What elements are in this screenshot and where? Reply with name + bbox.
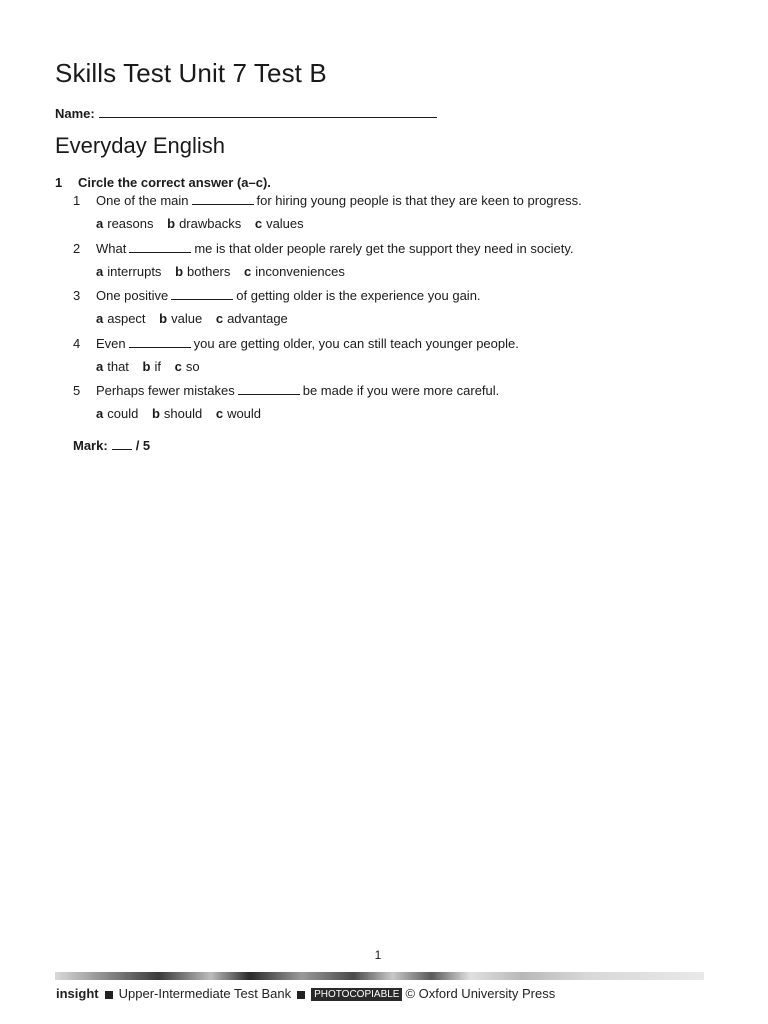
option-b[interactable]: b if: [142, 358, 161, 374]
question-number: 2: [73, 240, 81, 256]
footer-brand: insight: [56, 986, 99, 1001]
footer-photo-strip: [55, 972, 704, 980]
question-text: What me is that older people rarely get the support they need in society.: [96, 240, 574, 256]
square-bullet-icon: [297, 991, 305, 999]
exercise-number: 1: [55, 175, 63, 190]
name-blank[interactable]: [99, 104, 437, 118]
exercise-heading: [55, 175, 271, 190]
question-item: [73, 336, 693, 384]
answer-blank[interactable]: [192, 193, 254, 205]
question-number: 1: [73, 193, 81, 208]
option-c[interactable]: c inconveniences: [244, 263, 345, 279]
answer-options: [96, 216, 314, 231]
option-c[interactable]: c advantage: [215, 311, 288, 326]
option-b[interactable]: b should: [151, 406, 203, 421]
answer-blank[interactable]: [129, 241, 191, 253]
option-c[interactable]: c values: [254, 216, 304, 231]
mark-total: / 5: [135, 438, 151, 453]
footer-copyright: © Oxford University Press: [405, 986, 556, 1001]
answer-blank[interactable]: [171, 288, 233, 300]
page-title: Skills Test Unit 7 Test B: [55, 58, 327, 88]
question-text: Even you are getting older, you can still teach younger people.: [96, 335, 519, 351]
answer-options: [96, 406, 271, 421]
option-c[interactable]: c so: [174, 358, 200, 374]
question-number: 5: [73, 383, 81, 398]
option-b[interactable]: b value: [159, 311, 203, 326]
option-c[interactable]: c would: [215, 406, 262, 421]
question-list: [73, 193, 693, 431]
mark-label: Mark:: [73, 438, 108, 453]
option-a[interactable]: a reasons: [96, 216, 154, 231]
section-title: Everyday English: [55, 133, 225, 158]
option-a[interactable]: a interrupts: [96, 263, 162, 279]
question-number: 4: [73, 335, 81, 351]
question-text: One positive of getting older is the experience you gain.: [96, 288, 481, 303]
question-number: 3: [73, 288, 81, 303]
square-bullet-icon: [105, 991, 113, 999]
answer-blank[interactable]: [238, 383, 300, 395]
option-b[interactable]: b drawbacks: [167, 216, 242, 231]
question-item: [73, 241, 693, 289]
option-b[interactable]: b bothers: [175, 263, 231, 279]
question-item: [73, 383, 693, 431]
answer-options: [96, 264, 355, 279]
option-a[interactable]: a aspect: [96, 311, 146, 326]
name-field-line: [55, 104, 437, 121]
mark-line: [73, 438, 150, 453]
answer-options: [96, 359, 210, 374]
question-item: [73, 193, 693, 241]
photocopiable-badge: PHOTOCOPIABLE: [311, 988, 402, 1001]
answer-options: [96, 311, 298, 326]
mark-blank[interactable]: [112, 438, 132, 450]
option-a[interactable]: a that: [96, 358, 129, 374]
page-number: 1: [374, 948, 382, 962]
exercise-instruction: Circle the correct answer (a–c).: [78, 175, 271, 190]
footer-product: Upper-Intermediate Test Bank: [118, 986, 292, 1001]
question-text: Perhaps fewer mistakes be made if you were more careful.: [96, 383, 500, 398]
question-item: [73, 288, 693, 336]
question-text: One of the main for hiring young people is that they are keen to progress.: [96, 193, 582, 208]
answer-blank[interactable]: [129, 336, 191, 348]
name-label: Name:: [55, 106, 95, 121]
footer: [56, 986, 555, 1001]
option-a[interactable]: a could: [96, 406, 139, 421]
